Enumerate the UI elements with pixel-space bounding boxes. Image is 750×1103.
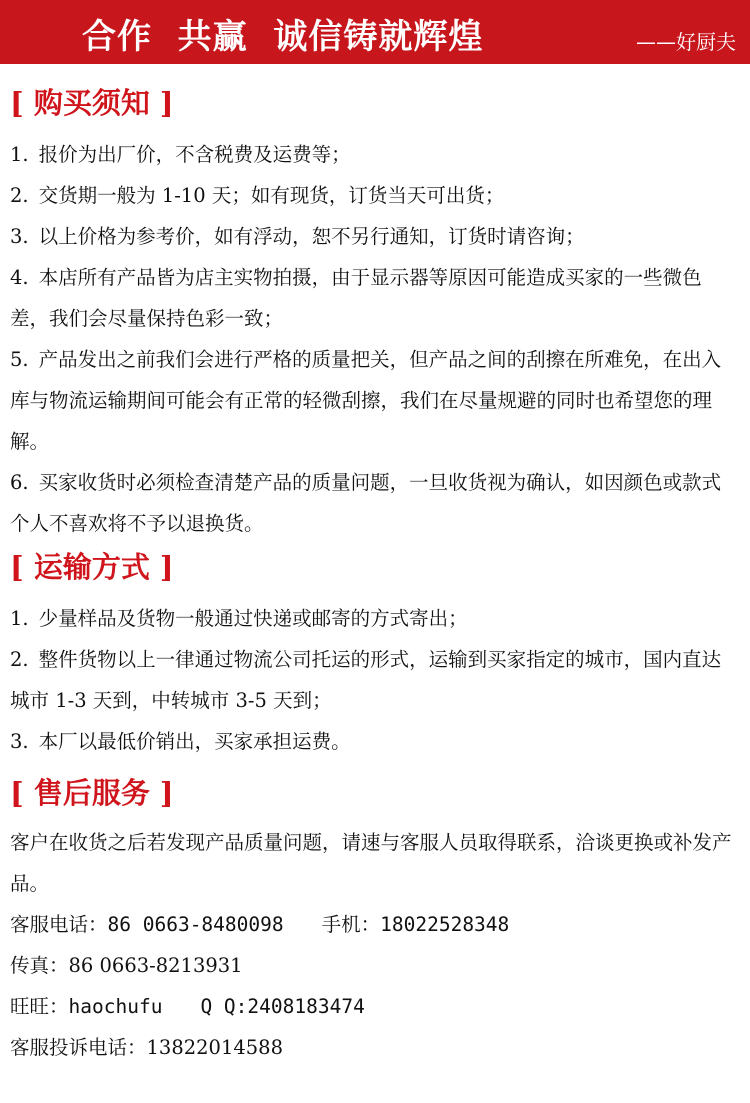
list-item: 1. 少量样品及货物一般通过快递或邮寄的方式寄出；	[10, 607, 468, 630]
header-banner	[0, 0, 750, 64]
complaint-line	[10, 1027, 738, 1068]
list-item: 3. 本厂以最低价销出，买家承担运费。	[10, 730, 351, 753]
banner-subtitle: ——好厨夫	[636, 30, 736, 54]
after-sales-intro: 客户在收货之后若发现产品质量问题，请速与客服人员取得联系，洽谈更换或补发产品。	[10, 831, 732, 895]
fax-value: 86 0663-8213931	[68, 954, 243, 977]
list-item: 3. 以上价格为参考价，如有浮动，恕不另行通知，订货时请咨询；	[10, 225, 585, 248]
list-item: 6. 买家收货时必须检查清楚产品的质量问题，一旦收货视为确认，如因颜色或款式个人不喜欢将不予以退换货。	[10, 471, 722, 535]
wangwang-label: 旺旺：	[10, 995, 69, 1018]
complaint-label: 客服投诉电话：	[10, 1036, 147, 1059]
wangwang-value: haochufu	[68, 995, 163, 1018]
shipping-list	[10, 598, 738, 762]
phone-value: 86 0663-8480098	[107, 913, 284, 936]
purchase-section-title: [ 购买须知 ]	[10, 86, 174, 120]
qq-value: 2408183474	[247, 995, 365, 1018]
list-item: 1. 报价为出厂价，不含税费及运费等；	[10, 143, 351, 166]
fax-line	[10, 945, 738, 986]
notice-content	[0, 86, 750, 1068]
banner-title: 合作 共赢 诚信铸就辉煌	[82, 17, 484, 57]
list-item: 2. 整件货物以上一律通过物流公司托运的形式，运输到买家指定的城市，国内直达城市 1-3 天到，中转城市 3-5 天到；	[10, 648, 722, 712]
after-sales-section-title: [ 售后服务 ]	[10, 776, 174, 810]
list-item: 4. 本店所有产品皆为店主实物拍摄，由于显示器等原因可能造成买家的一些微色差，我们会尽量保持色彩一致；	[10, 266, 702, 330]
complaint-value: 13822014588	[146, 1036, 283, 1059]
phone-line	[10, 904, 738, 945]
mobile-label: 手机：	[321, 913, 381, 936]
wangwang-line	[10, 986, 738, 1027]
fax-label: 传真：	[10, 954, 69, 977]
purchase-list	[10, 134, 738, 544]
shipping-section-title: [ 运输方式 ]	[10, 550, 174, 584]
list-item: 5. 产品发出之前我们会进行严格的质量把关，但产品之间的刮擦在所难免，在出入库与物流运输期间可能会有正常的轻微刮擦，我们在尽量规避的同时也希望您的理解。	[10, 348, 722, 453]
qq-label: Q Q:	[200, 995, 248, 1018]
mobile-value: 18022528348	[380, 913, 510, 936]
list-item: 2. 交货期一般为 1-10 天；如有现货，订货当天可出货；	[10, 184, 505, 207]
phone-label: 客服电话：	[10, 913, 108, 936]
